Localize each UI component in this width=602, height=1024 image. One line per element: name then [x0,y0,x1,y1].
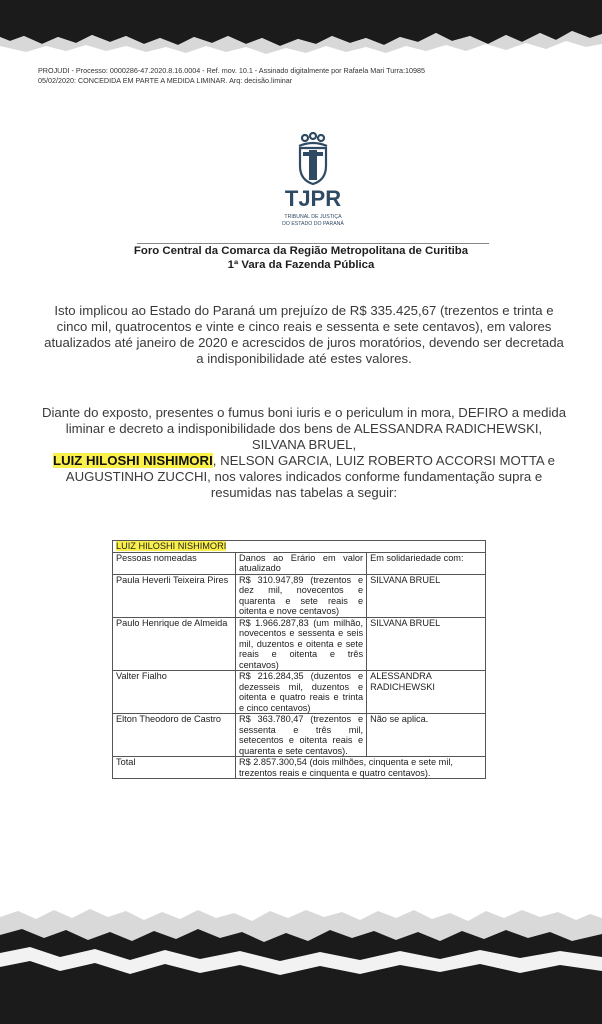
court-header [0,244,602,272]
signature-line-2: 05/02/2020: CONCEDIDA EM PARTE A MEDIDA LIMINAR. Arq: decisão.liminar [38,76,293,85]
paragraph-decision [40,405,568,501]
row-person: Elton Theodoro de Castro [113,714,236,757]
header-damage-value: Danos ao Erário em valor atualizado [235,552,366,574]
logo-acronym: TJPR [284,186,342,211]
row-person: Paula Heverli Teixeira Pires [113,574,236,617]
torn-paper-bottom-edge [0,905,602,1024]
table-total-row [113,757,486,779]
row-solidarity: SILVANA BRUEL [367,617,486,671]
decision-text-start: Diante do exposto, presentes o fumus boni iuris e o periculum in mora, DEFIRO a medida liminar e decreto a indisponibilidade dos bens de ALESSANDRA RADICHEWSKI, SILVANA BRUEL, [41,405,567,452]
header-joint-liability: Em solidariedade com: [367,552,486,574]
row-solidarity: Não se aplica. [367,714,486,757]
table-caption: LUIZ HILOSHI NISHIMORI [116,541,227,551]
row-damage: R$ 310.947,89 (trezentos e dez mil, novecentos e quarenta e sete reais e oitenta e nove centavos) [235,574,366,617]
total-label: Total [113,757,236,779]
logo-subtitle-1: TRIBUNAL DE JUSTIÇA [284,214,342,220]
table-row [113,574,486,617]
table-row [113,714,486,757]
row-person: Valter Fialho [113,671,236,714]
tjpr-logo [278,132,348,232]
document-signature-header [38,66,578,86]
table-caption-cell [113,541,486,553]
row-solidarity: ALESSANDRA RADICHEWSKI [367,671,486,714]
table-caption-row [113,541,486,553]
table-row [113,671,486,714]
row-damage: R$ 216.284,35 (duzentos e dezesseis mil, duzentos e oitenta e quatro reais e trinta e cinco centavos) [235,671,366,714]
table-header-row [113,552,486,574]
row-solidarity: SILVANA BRUEL [367,574,486,617]
decision-text-end: , NELSON GARCIA, LUIZ ROBERTO ACCORSI MOTTA e AUGUSTINHO ZUCCHI, nos valores indicados conforme fundamentação supra e resumidas nas tabelas a seguir: [65,453,555,500]
header-named-persons: Pessoas nomeadas [113,552,236,574]
row-person: Paulo Henrique de Almeida [113,617,236,671]
court-division: 1ª Vara da Fazenda Pública [227,259,375,271]
total-value: R$ 2.857.300,54 (dois milhões, cinquenta e sete mil, trezentos reais e cinquenta e quatro centavos). [235,757,485,779]
paragraph-damage: Isto implicou ao Estado do Paraná um prejuízo de R$ 335.425,67 (trezentos e trinta e cinco mil, quatrocentos e vinte e cinco reais e sessenta e sete centavos), em valores atualizados até janeiro de 2020 e acrescidos de juros moratórios, devendo ser decretada a indisponibilidade até estes valores. [44,303,564,366]
row-damage: R$ 363.780,47 (trezentos e sessenta e três mil, setecentos e oitenta reais e quarenta e sete centavos). [235,714,366,757]
court-name: Foro Central da Comarca da Região Metropolitana de Curitiba [133,245,469,257]
row-damage: R$ 1.966.287,83 (um milhão, novecentos e sessenta e seis mil, duzentos e oitenta e sete reais e oitenta e três centavos) [235,617,366,671]
logo-subtitle-2: DO ESTADO DO PARANÁ [282,221,344,227]
assets-freeze-table [112,540,486,779]
signature-line-1: PROJUDI - Processo: 0000286-47.2020.8.16.0004 - Ref. mov. 10.1 - Assinado digitalmente por Rafaela Mari Turra:10985 [38,66,426,75]
torn-paper-top-edge [0,0,602,60]
table-row [113,617,486,671]
highlighted-name: LUIZ HILOSHI NISHIMORI [53,453,213,468]
